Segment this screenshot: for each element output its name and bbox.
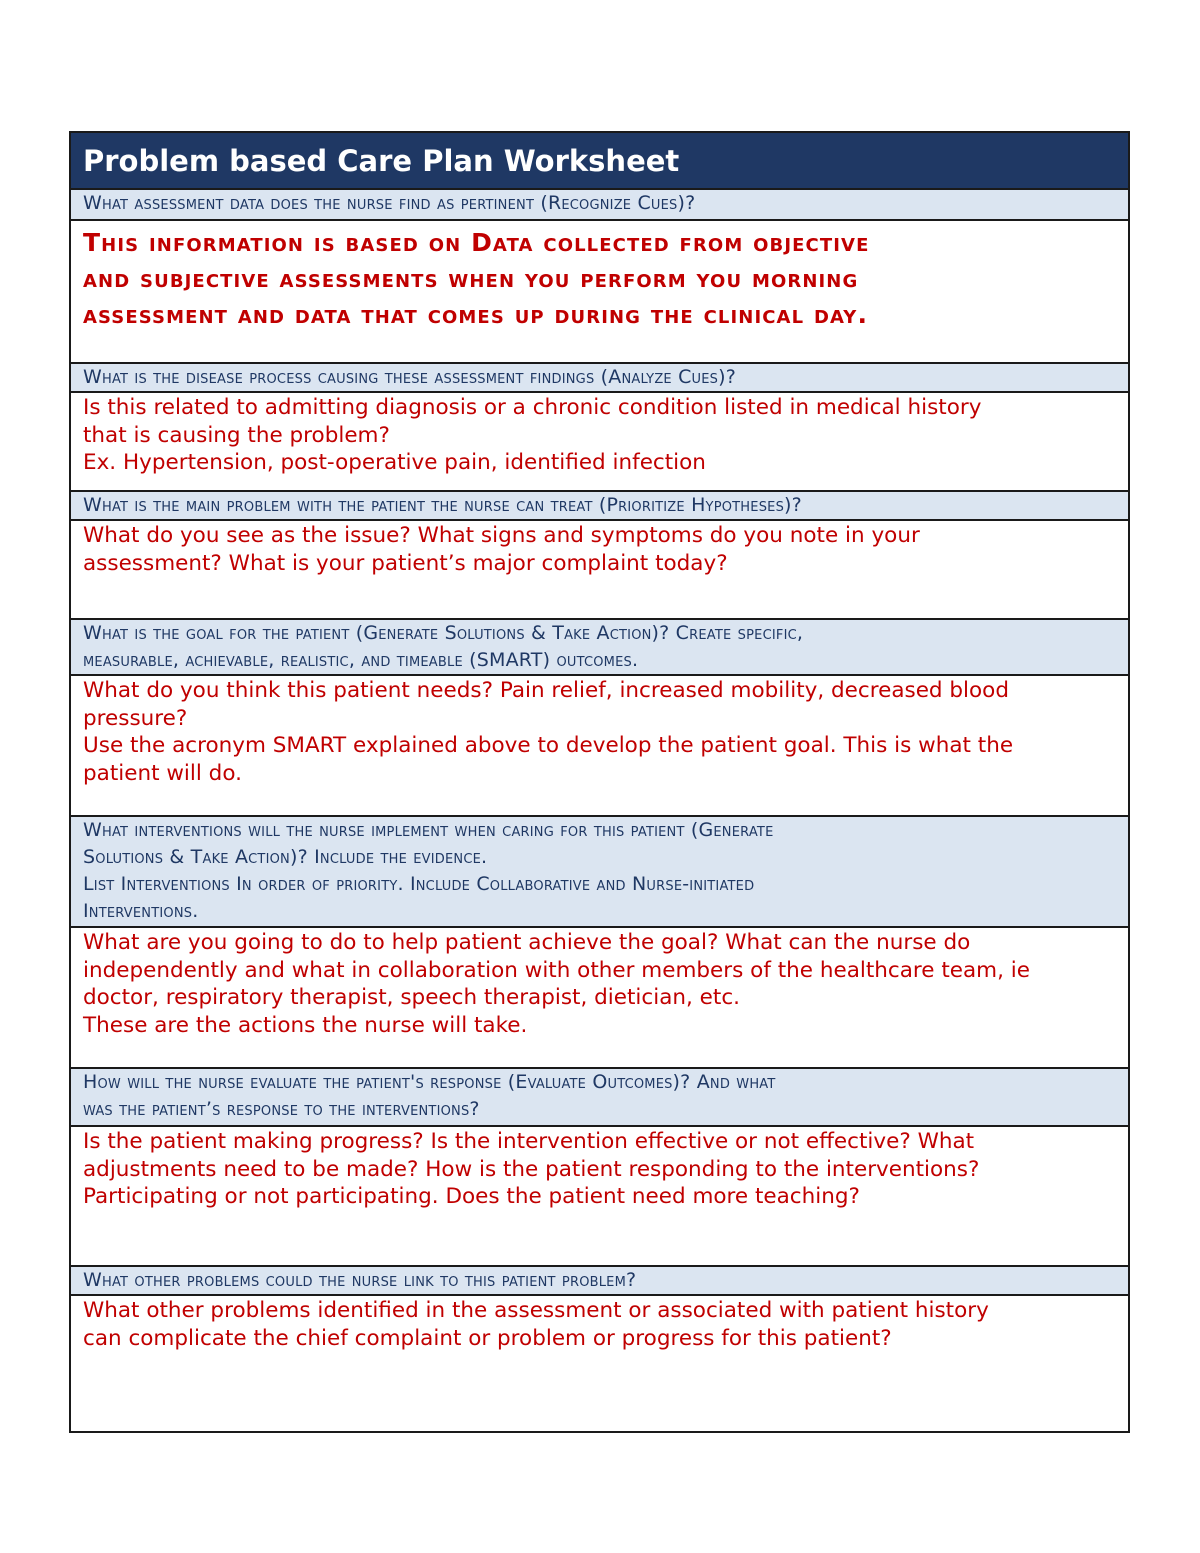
question-prioritize-hypotheses — [71, 492, 1128, 521]
answer-line: adjustments need to be made? How is the patient responding to the interventions? — [83, 1156, 980, 1182]
question-interventions — [71, 817, 1128, 928]
answer-line: This information is based on Data collected from objective — [83, 228, 870, 257]
answer-line: These are the actions the nurse will take. — [83, 1012, 528, 1038]
answer-line: Is the patient making progress? Is the intervention effective or not effective? What — [83, 1129, 975, 1154]
answer-other-problems[interactable] — [71, 1296, 1128, 1431]
question-line: List Interventions In order of priority. Include Collaborative and Nurse-initiated — [83, 873, 755, 895]
question-line: What is the goal for the patient (Generate Solutions & Take Action)? Create specific, — [83, 622, 804, 644]
question-line: What is the main problem with the patient the nurse can treat (Prioritize Hypotheses)? — [83, 494, 802, 516]
answer-line: Is this related to admitting diagnosis or a chronic condition listed in medical history — [83, 395, 982, 420]
question-line: Solutions & Take Action)? Include the evidence. — [83, 846, 488, 868]
answer-line: Ex. Hypertension, post-operative pain, identified infection — [83, 450, 706, 475]
question-line: measurable, achievable, realistic, and timeable (SMART) outcomes. — [83, 649, 639, 671]
question-line: What assessment data does the nurse find as pertinent (Recognize Cues)? — [83, 192, 696, 214]
answer-line: patient will do. — [83, 760, 242, 786]
answer-line: that is causing the problem? — [83, 422, 390, 448]
answer-interventions[interactable] — [71, 928, 1128, 1069]
question-line: What interventions will the nurse implement when caring for this patient (Generate — [83, 819, 774, 841]
answer-line: Use the acronym SMART explained above to develop the patient goal. This is what the — [83, 733, 1014, 758]
question-generate-solutions-goal — [71, 620, 1128, 676]
answer-line: pressure? — [83, 705, 188, 731]
answer-line: What do you think this patient needs? Pain relief, increased mobility, decreased blood — [83, 678, 1009, 703]
answer-line: assessment and data that comes up during the clinical day. — [83, 300, 869, 329]
answer-line: can complicate the chief complaint or problem or progress for this patient? — [83, 1325, 892, 1351]
answer-line: independently and what in collaboration with other members of the healthcare team, ie — [83, 957, 1030, 983]
question-line: What is the disease process causing these assessment findings (Analyze Cues)? — [83, 366, 737, 388]
answer-line: What do you see as the issue? What signs and symptoms do you note in your — [83, 523, 920, 548]
question-line: How will the nurse evaluate the patient's response (Evaluate Outcomes)? And what — [83, 1071, 776, 1093]
answer-line: assessment? What is your patient’s major complaint today? — [83, 550, 728, 576]
question-line: was the patient’s response to the interventions? — [83, 1098, 480, 1120]
answer-line: and subjective assessments when you perform you morning — [83, 264, 859, 293]
answer-generate-solutions-goal[interactable] — [71, 676, 1128, 817]
answer-evaluate-outcomes[interactable] — [71, 1127, 1128, 1267]
worksheet-title: Problem based Care Plan Worksheet — [71, 133, 1128, 190]
answer-line: What other problems identified in the assessment or associated with patient history — [83, 1298, 989, 1323]
answer-prioritize-hypotheses[interactable] — [71, 521, 1128, 620]
question-recognize-cues — [71, 190, 1128, 221]
question-line: What other problems could the nurse link to this patient problem? — [83, 1269, 637, 1291]
answer-line: What are you going to do to help patient achieve the goal? What can the nurse do — [83, 930, 971, 955]
question-evaluate-outcomes — [71, 1069, 1128, 1127]
answer-line: doctor, respiratory therapist, speech therapist, dietician, etc. — [83, 985, 740, 1010]
question-other-problems — [71, 1267, 1128, 1296]
answer-line: Participating or not participating. Does the patient need more teaching? — [83, 1184, 860, 1209]
care-plan-worksheet — [69, 131, 1130, 1433]
answer-analyze-cues[interactable] — [71, 393, 1128, 492]
question-analyze-cues — [71, 364, 1128, 393]
question-line: Interventions. — [83, 900, 199, 922]
answer-recognize-cues[interactable] — [71, 221, 1128, 364]
